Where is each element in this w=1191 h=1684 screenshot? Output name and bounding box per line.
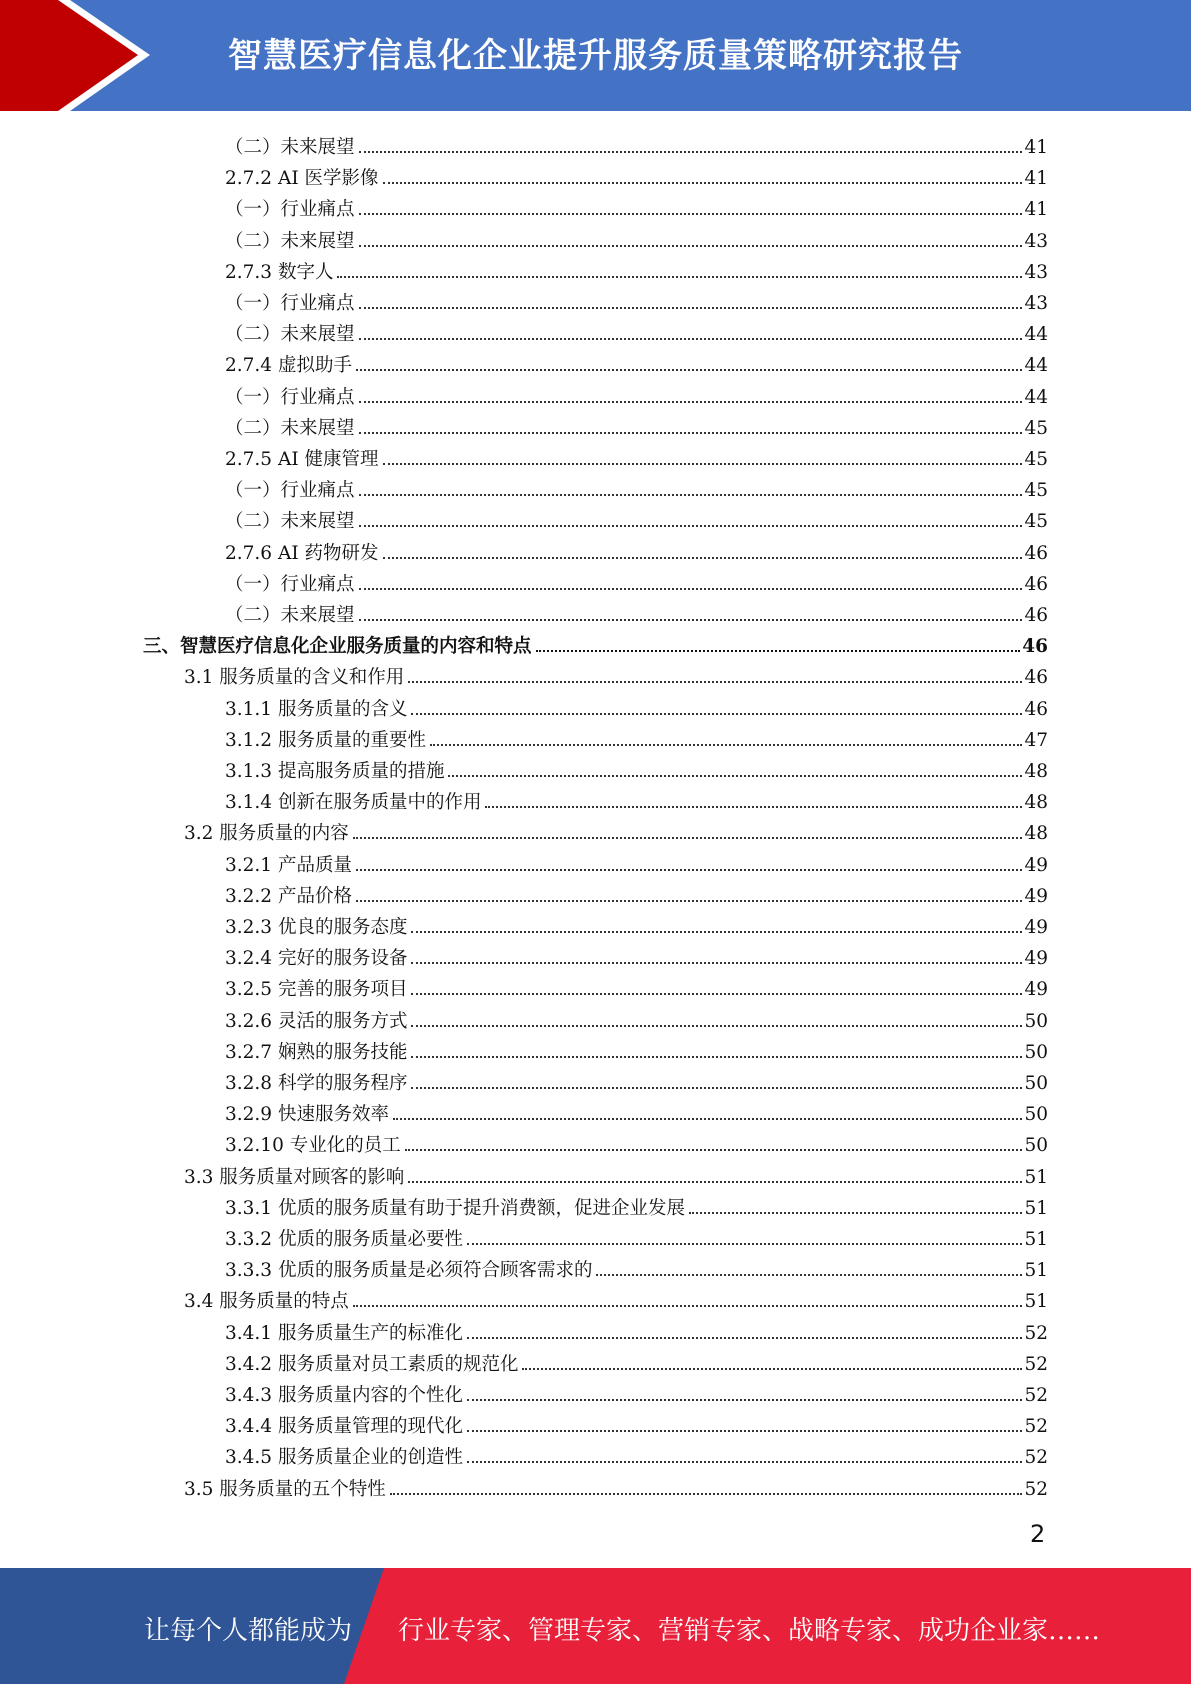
toc-entry-page: 43 xyxy=(1024,293,1048,314)
toc-entry-title: 3.2 服务质量的内容 xyxy=(184,823,349,845)
toc-dot-leader xyxy=(467,1242,1022,1245)
toc-dot-leader xyxy=(359,337,1023,340)
page-header xyxy=(0,0,1191,111)
toc-entry-title: 3.3.2 优质的服务质量必要性 xyxy=(225,1229,463,1250)
toc-dot-leader xyxy=(411,1086,1022,1089)
toc-entry-title: 三、智慧医疗信息化企业服务质量的内容和特点 xyxy=(143,636,532,658)
toc-entry-page: 52 xyxy=(1024,1353,1048,1375)
toc-entry-title: 2.7.6 AI 药物研发 xyxy=(225,542,379,564)
toc-dot-leader xyxy=(393,1117,1022,1120)
toc-entry-page: 52 xyxy=(1024,1322,1048,1344)
toc-entry[interactable] xyxy=(225,440,1048,471)
toc-entry[interactable] xyxy=(225,846,1048,877)
toc-entry-page: 51 xyxy=(1024,1166,1048,1188)
toc-entry[interactable] xyxy=(225,1095,1048,1126)
toc-entry-page: 52 xyxy=(1024,1416,1048,1438)
toc-entry-page: 41 xyxy=(1024,168,1048,190)
toc-dot-leader xyxy=(359,431,1023,434)
toc-dot-leader xyxy=(359,150,1023,153)
toc-entry-page: 51 xyxy=(1024,1260,1048,1282)
toc-entry-title: 3.4.2 服务质量对员工素质的规范化 xyxy=(225,1353,519,1375)
toc-entry[interactable] xyxy=(225,502,1048,533)
toc-entry-title: 2.7.3 数字人 xyxy=(225,261,334,283)
toc-entry[interactable] xyxy=(225,908,1048,939)
toc-dot-leader xyxy=(405,1148,1023,1151)
toc-entry-title: （一）行业痛点 xyxy=(225,480,355,502)
toc-entry[interactable] xyxy=(225,1251,1048,1282)
toc-dot-leader xyxy=(467,1336,1022,1339)
toc-entry-page: 43 xyxy=(1024,230,1048,252)
toc-entry[interactable] xyxy=(225,1314,1048,1345)
toc-entry-page: 41 xyxy=(1024,137,1048,158)
toc-entry[interactable] xyxy=(225,565,1048,596)
toc-entry-title: 3.2.3 优良的服务态度 xyxy=(225,917,408,938)
toc-entry-title: 3.1.1 服务质量的含义 xyxy=(225,698,408,720)
toc-entry-page: 49 xyxy=(1024,917,1048,938)
toc-entry-page: 51 xyxy=(1024,1291,1048,1313)
toc-entry[interactable] xyxy=(225,752,1048,783)
toc-entry-page: 44 xyxy=(1024,386,1048,408)
toc-entry-page: 52 xyxy=(1024,1385,1048,1406)
toc-entry-title: 3.4.3 服务质量内容的个性化 xyxy=(225,1385,463,1406)
toc-entry[interactable] xyxy=(184,814,1048,845)
toc-entry-page: 44 xyxy=(1024,355,1048,377)
toc-entry-title: （一）行业痛点 xyxy=(225,199,355,221)
toc-entry-page: 49 xyxy=(1024,948,1048,970)
toc-entry[interactable] xyxy=(225,721,1048,752)
toc-entry-page: 48 xyxy=(1024,761,1048,782)
toc-dot-leader xyxy=(411,930,1022,933)
toc-entry-page: 48 xyxy=(1024,792,1048,814)
page-footer xyxy=(0,1568,1191,1684)
toc-dot-leader xyxy=(337,275,1022,278)
toc-entry-page: 51 xyxy=(1024,1229,1048,1250)
toc-entry-page: 45 xyxy=(1024,480,1048,502)
toc-entry-page: 44 xyxy=(1024,324,1048,346)
toc-dot-leader xyxy=(448,774,1022,777)
toc-entry[interactable] xyxy=(225,877,1048,908)
toc-entry-title: 3.2.10 专业化的员工 xyxy=(225,1135,401,1157)
toc-dot-leader xyxy=(411,1055,1022,1058)
toc-dot-leader xyxy=(390,1492,1023,1495)
toc-entry[interactable] xyxy=(225,1126,1048,1157)
toc-entry[interactable] xyxy=(225,690,1048,721)
toc-entry-title: 3.1.3 提高服务质量的措施 xyxy=(225,761,445,782)
toc-entry-title: 3.2.5 完善的服务项目 xyxy=(225,979,408,1001)
toc-entry[interactable] xyxy=(225,1407,1048,1438)
toc-entry-page: 52 xyxy=(1024,1478,1048,1500)
toc-entry[interactable] xyxy=(225,1345,1048,1376)
toc-entry-title: 3.5 服务质量的五个特性 xyxy=(184,1478,386,1500)
toc-dot-leader xyxy=(359,587,1023,590)
toc-dot-leader xyxy=(356,868,1023,871)
toc-entry-page: 51 xyxy=(1024,1197,1048,1219)
toc-entry[interactable] xyxy=(225,128,1048,159)
toc-entry[interactable] xyxy=(184,1282,1048,1313)
toc-dot-leader xyxy=(430,743,1022,746)
toc-dot-leader xyxy=(359,618,1023,621)
toc-dot-leader xyxy=(485,805,1022,808)
toc-entry[interactable] xyxy=(225,159,1048,190)
toc-entry-title: 3.3.3 优质的服务质量是必须符合顾客需求的 xyxy=(225,1260,593,1282)
toc-entry-page: 50 xyxy=(1024,1073,1048,1094)
toc-entry[interactable] xyxy=(225,284,1048,315)
toc-entry[interactable] xyxy=(225,939,1048,970)
toc-entry-page: 47 xyxy=(1024,729,1048,751)
toc-dot-leader xyxy=(467,1398,1022,1401)
toc-entry[interactable] xyxy=(184,1470,1048,1501)
toc-entry-title: （二）未来展望 xyxy=(225,137,355,158)
toc-entry-title: 3.4.5 服务质量企业的创造性 xyxy=(225,1447,463,1469)
toc-entry[interactable] xyxy=(143,627,1048,658)
toc-entry-page: 41 xyxy=(1024,199,1048,221)
toc-entry-page: 48 xyxy=(1024,823,1048,845)
toc-dot-leader xyxy=(411,961,1022,964)
toc-entry[interactable] xyxy=(225,1189,1048,1220)
toc-entry[interactable] xyxy=(225,1220,1048,1251)
toc-entry-title: 3.2.9 快速服务效率 xyxy=(225,1104,389,1126)
toc-entry[interactable] xyxy=(184,658,1048,689)
toc-entry-title: （二）未来展望 xyxy=(225,324,355,346)
toc-entry[interactable] xyxy=(225,378,1048,409)
toc-dot-leader xyxy=(353,1304,1023,1307)
toc-dot-leader xyxy=(411,1024,1022,1027)
toc-entry-title: （一）行业痛点 xyxy=(225,386,355,408)
toc-entry-page: 49 xyxy=(1024,885,1048,907)
toc-entry[interactable] xyxy=(184,1158,1048,1189)
toc-entry[interactable] xyxy=(225,1376,1048,1407)
toc-entry-title: （一）行业痛点 xyxy=(225,293,355,314)
toc-entry[interactable] xyxy=(225,315,1048,346)
toc-entry[interactable] xyxy=(225,1002,1048,1033)
toc-dot-leader xyxy=(596,1273,1022,1276)
toc-dot-leader xyxy=(383,556,1023,559)
toc-entry-title: 3.3 服务质量对顾客的影响 xyxy=(184,1166,405,1188)
toc-entry-title: 2.7.4 虚拟助手 xyxy=(225,355,352,377)
toc-dot-leader xyxy=(522,1367,1022,1370)
toc-entry-title: 2.7.5 AI 健康管理 xyxy=(225,449,379,470)
toc-entry-title: （二）未来展望 xyxy=(225,511,355,533)
toc-entry-page: 45 xyxy=(1024,449,1048,470)
toc-entry[interactable] xyxy=(225,1438,1048,1469)
toc-dot-leader xyxy=(359,524,1023,527)
toc-dot-leader xyxy=(467,1429,1022,1432)
toc-entry-page: 50 xyxy=(1024,1010,1048,1032)
toc-entry-title: 3.1.2 服务质量的重要性 xyxy=(225,729,426,751)
toc-entry-page: 49 xyxy=(1024,854,1048,876)
toc-dot-leader xyxy=(411,712,1022,715)
toc-dot-leader xyxy=(359,400,1023,403)
toc-entry-page: 45 xyxy=(1024,417,1048,439)
footer-slogan-left: 让每个人都能成为 xyxy=(144,1616,353,1646)
toc-entry[interactable] xyxy=(225,1033,1048,1064)
toc-dot-leader xyxy=(383,181,1023,184)
toc-entry-page: 46 xyxy=(1024,605,1048,626)
toc-dot-leader xyxy=(359,212,1023,215)
footer-slogan-right: 行业专家、管理专家、营销专家、战略专家、成功企业家…… xyxy=(398,1616,1101,1646)
toc-dot-leader xyxy=(411,992,1022,995)
toc-dot-leader xyxy=(536,649,1021,652)
toc-entry-page: 50 xyxy=(1024,1104,1048,1126)
toc-entry-title: 3.4.1 服务质量生产的标准化 xyxy=(225,1322,463,1344)
toc-entry-title: 3.4 服务质量的特点 xyxy=(184,1291,349,1313)
toc-entry-title: （二）未来展望 xyxy=(225,605,355,626)
toc-entry-title: （二）未来展望 xyxy=(225,230,355,252)
toc-entry[interactable] xyxy=(225,970,1048,1001)
toc-entry[interactable] xyxy=(225,346,1048,377)
toc-entry-page: 46 xyxy=(1024,573,1048,595)
toc-entry[interactable] xyxy=(225,409,1048,440)
toc-entry-page: 46 xyxy=(1024,698,1048,720)
toc-entry-title: 3.1 服务质量的含义和作用 xyxy=(184,667,405,689)
toc-entry[interactable] xyxy=(225,596,1048,627)
toc-entry-page: 49 xyxy=(1024,979,1048,1001)
toc-dot-leader xyxy=(353,836,1023,839)
toc-entry-title: 3.2.7 娴熟的服务技能 xyxy=(225,1041,408,1063)
toc-entry-page: 52 xyxy=(1024,1447,1048,1469)
toc-dot-leader xyxy=(359,244,1023,247)
toc-entry-title: 2.7.2 AI 医学影像 xyxy=(225,168,379,190)
page-number: 2 xyxy=(1030,1520,1046,1548)
toc-entry[interactable] xyxy=(225,534,1048,565)
toc-entry[interactable] xyxy=(225,253,1048,284)
toc-entry-title: 3.4.4 服务质量管理的现代化 xyxy=(225,1416,463,1438)
toc-entry-page: 50 xyxy=(1024,1135,1048,1157)
toc-entry-page: 46 xyxy=(1024,667,1048,689)
toc-dot-leader xyxy=(408,1180,1022,1183)
toc-entry-title: 3.2.6 灵活的服务方式 xyxy=(225,1010,408,1032)
toc-entry[interactable] xyxy=(225,190,1048,221)
toc-entry-page: 45 xyxy=(1024,511,1048,533)
toc-entry-page: 43 xyxy=(1024,261,1048,283)
toc-dot-leader xyxy=(467,1460,1022,1463)
toc-entry-title: 3.3.1 优质的服务质量有助于提升消费额，促进企业发展 xyxy=(225,1197,685,1219)
toc-entry-title: 3.2.2 产品价格 xyxy=(225,885,352,907)
toc-entry-title: （一）行业痛点 xyxy=(225,573,355,595)
toc-entry-page: 46 xyxy=(1022,636,1048,658)
toc-entry[interactable] xyxy=(225,1064,1048,1095)
toc-dot-leader xyxy=(383,462,1023,465)
toc-entry-title: 3.1.4 创新在服务质量中的作用 xyxy=(225,792,482,814)
toc-entry-title: 3.2.1 产品质量 xyxy=(225,854,352,876)
header-title: 智慧医疗信息化企业提升服务质量策略研究报告 xyxy=(228,36,963,76)
toc-dot-leader xyxy=(356,899,1023,902)
toc-entry-title: 3.2.8 科学的服务程序 xyxy=(225,1073,408,1094)
toc-dot-leader xyxy=(359,493,1023,496)
toc-dot-leader xyxy=(689,1211,1022,1214)
toc-dot-leader xyxy=(408,680,1022,683)
toc-entry-page: 50 xyxy=(1024,1041,1048,1063)
toc-entry[interactable] xyxy=(225,783,1048,814)
toc-dot-leader xyxy=(359,306,1023,309)
toc-entry-page: 46 xyxy=(1024,542,1048,564)
toc-entry-title: （二）未来展望 xyxy=(225,417,355,439)
toc-entry-title: 3.2.4 完好的服务设备 xyxy=(225,948,408,970)
toc-entry[interactable] xyxy=(225,222,1048,253)
toc-entry[interactable] xyxy=(225,471,1048,502)
toc-dot-leader xyxy=(356,368,1023,371)
